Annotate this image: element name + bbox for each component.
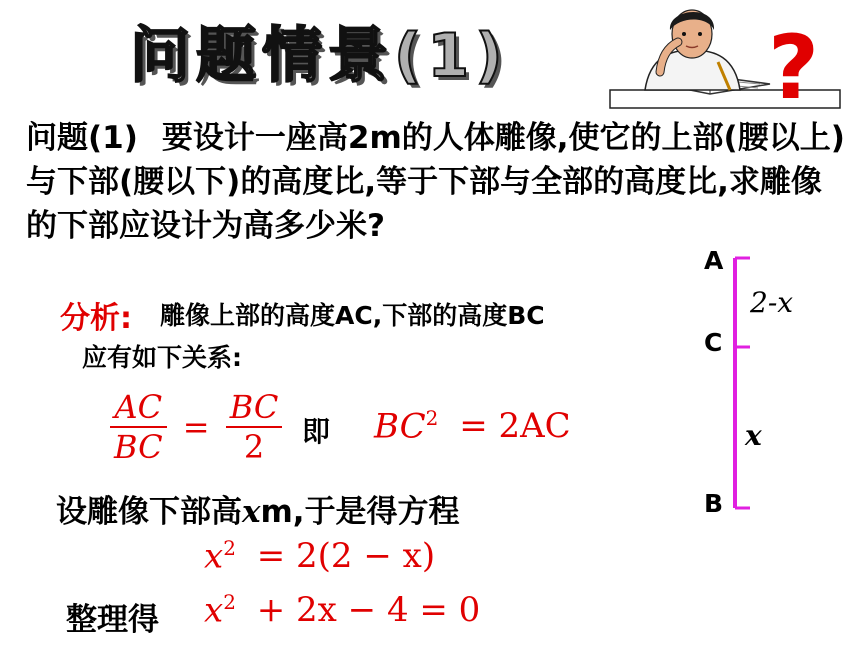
- analysis-line-1: 雕像上部的高度AC,下部的高度BC: [160, 301, 545, 330]
- eq4-exp: 2: [223, 590, 236, 614]
- eq4-base: x: [204, 590, 224, 631]
- setup-line: [56, 486, 460, 531]
- problem-statement: [26, 116, 846, 248]
- upper-segment-label: [750, 286, 793, 319]
- ji-label: 即: [302, 415, 331, 448]
- problem-text: 要设计一座高2m的人体雕像,使它的上部(腰以上)与下部(腰以下)的高度比,等于下部与全部的高度比,求雕像的下部应设计为高多少米?: [26, 120, 845, 244]
- setup-post: m,于是得方程: [260, 494, 460, 530]
- proportion-equation: [110, 388, 282, 466]
- eq3-exp: 2: [223, 536, 236, 560]
- eq2-left: BC: [374, 406, 426, 447]
- eq3-rest: = 2(2 − x): [256, 536, 436, 577]
- analysis-line-2: 应有如下关系:: [82, 343, 242, 372]
- eq4-rest: + 2x − 4 = 0: [256, 590, 481, 631]
- setup-pre: 设雕像下部高: [56, 494, 242, 530]
- setup-var: x: [242, 494, 261, 530]
- simplify-label: 整理得: [66, 602, 159, 638]
- bc-squared-equation: [374, 406, 571, 446]
- main-equation: [204, 536, 435, 576]
- eq3-base: x: [204, 536, 224, 577]
- frac-left-num: AC: [114, 388, 163, 426]
- question-mark-icon: ?: [768, 16, 820, 119]
- frac-left-den: BC: [110, 426, 167, 466]
- slide-title: 问题情景(1): [130, 21, 509, 91]
- frac-right-den: 2: [226, 426, 283, 466]
- point-c-label: C: [704, 328, 723, 357]
- point-b-label: B: [704, 489, 724, 518]
- frac-right-num: BC: [229, 388, 279, 426]
- eq2-exp: 2: [425, 406, 439, 430]
- upper-segment-text: 2-x: [750, 286, 794, 319]
- simplified-equation: [204, 590, 480, 630]
- lower-segment-label: x: [745, 419, 762, 452]
- equals-sign: =: [182, 408, 210, 446]
- eq2-right: = 2AC: [459, 406, 571, 447]
- problem-label: 问题(1): [26, 120, 138, 156]
- point-a-label: A: [704, 246, 724, 275]
- analysis-label: 分析:: [60, 301, 132, 336]
